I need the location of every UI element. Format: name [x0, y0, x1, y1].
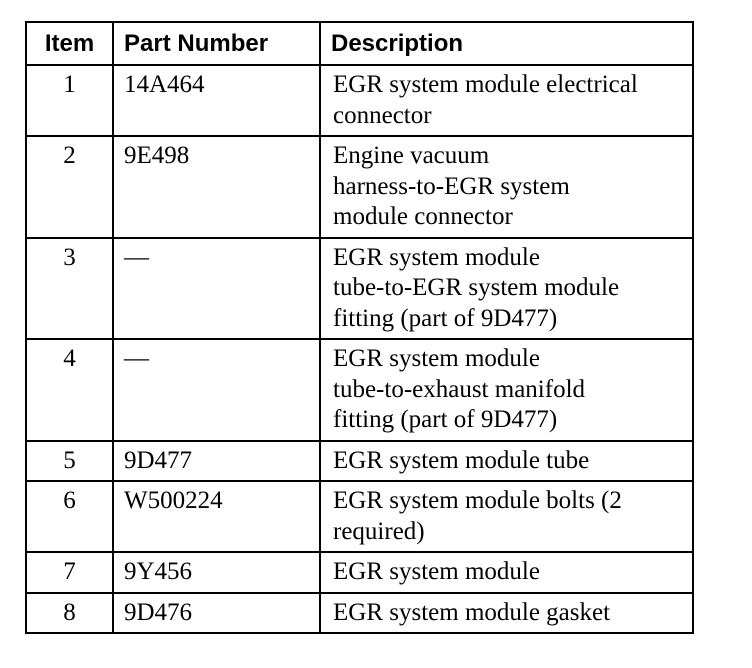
item-cell: 7	[26, 552, 113, 593]
description-line: Engine vacuum	[333, 142, 490, 169]
table-row	[26, 552, 693, 593]
description-line: fitting (part of 9D477)	[333, 304, 558, 332]
description-line: EGR system module gasket	[333, 598, 611, 626]
description-line: EGR system module electrical	[333, 71, 638, 98]
part-number-cell: 9E498	[113, 136, 320, 238]
part-number-cell: 9D476	[113, 593, 320, 634]
header-description: Description	[320, 22, 693, 65]
item-cell: 5	[26, 441, 113, 482]
item-cell: 3	[26, 238, 113, 340]
table-row	[26, 481, 693, 552]
description-line: tube-to-EGR system module	[333, 274, 620, 301]
description-cell	[320, 552, 693, 593]
part-number-cell: —	[113, 238, 320, 340]
table-row	[26, 238, 693, 340]
description-line: fitting (part of 9D477)	[333, 406, 558, 433]
description-cell	[320, 481, 693, 552]
table-row	[26, 136, 693, 238]
item-cell: 2	[26, 136, 113, 238]
item-cell: 6	[26, 481, 113, 552]
table-row	[26, 339, 693, 441]
description-line: EGR system module bolts (2	[333, 487, 622, 514]
description-line: EGR system module	[333, 345, 540, 372]
description-cell	[320, 441, 693, 482]
item-cell: 1	[26, 65, 113, 136]
description-cell	[320, 339, 693, 441]
description-line: harness-to-EGR system	[333, 172, 570, 200]
item-cell: 4	[26, 339, 113, 441]
part-number-cell: 14A464	[113, 65, 320, 136]
part-number-cell: 9D477	[113, 441, 320, 482]
description-line: EGR system module	[333, 558, 540, 585]
description-line: required)	[333, 517, 425, 545]
part-number-cell: —	[113, 339, 320, 441]
header-row	[26, 22, 693, 65]
description-line: EGR system module tube	[333, 446, 590, 474]
description-cell	[320, 238, 693, 340]
header-item: Item	[26, 22, 113, 65]
table-row	[26, 593, 693, 634]
description-line: connector	[333, 101, 432, 129]
table-row	[26, 441, 693, 482]
description-cell	[320, 593, 693, 634]
item-cell: 8	[26, 593, 113, 634]
description-line: EGR system module	[333, 243, 540, 271]
description-line: tube-to-exhaust manifold	[333, 375, 586, 403]
description-cell	[320, 136, 693, 238]
description-cell	[320, 65, 693, 136]
header-part-number: Part Number	[113, 22, 320, 65]
parts-table	[25, 21, 694, 634]
table-row	[26, 65, 693, 136]
description-line: module connector	[333, 203, 513, 230]
part-number-cell: 9Y456	[113, 552, 320, 593]
part-number-cell: W500224	[113, 481, 320, 552]
